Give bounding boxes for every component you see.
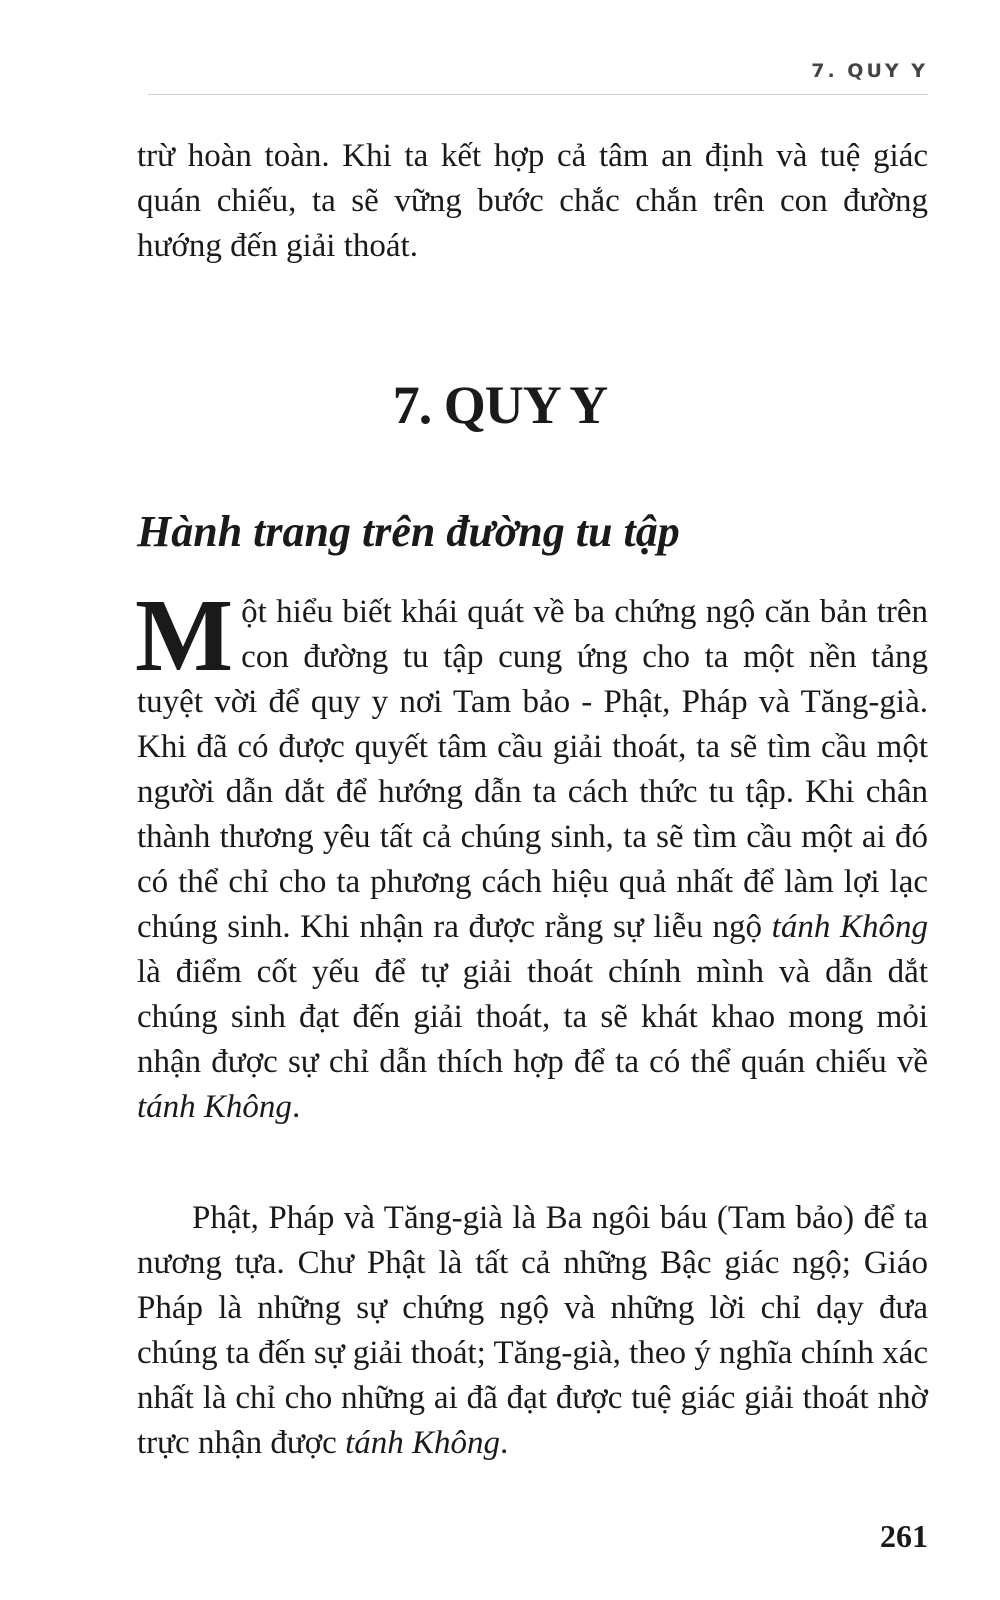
header-rule: [148, 94, 928, 95]
paragraph-text: .: [500, 1425, 509, 1461]
italic-term: tánh Không: [771, 909, 928, 945]
chapter-title: 7. QUY Y: [392, 375, 608, 435]
paragraph-text: .: [291, 1089, 301, 1125]
body-paragraph-1: [135, 578, 928, 1130]
running-head: 7. QUY Y: [811, 60, 928, 82]
paragraph-text: ột hiểu biết khái quát về ba chứng ngộ căn bản trên con đường tu tập cung ứng cho ta một nền tảng tuyệt vời để quy y nơi Tam bảo - Phật, Pháp và Tăng-già. Khi đã có được quyết tâm cầu giải thoát, ta sẽ tìm cầu một người dẫn dắt để hướng dẫn ta cách thức tu tập. Khi chân thành thương yêu tất cả chúng sinh, ta sẽ tìm cầu một ai đó có thể chỉ cho ta phương cách hiệu quả nhất để làm lợi lạc chúng sinh. Khi nhận ra được rằng sự liễu ngộ: [137, 594, 928, 945]
body-paragraph-2: [137, 1196, 928, 1466]
paragraph-text: là điểm cốt yếu để tự giải thoát chính mình và dẫn dắt chúng sinh đạt đến giải thoát, ta sẽ khát khao mong mỏi nhận được sự chỉ dẫn thích hợp để ta có thể quán chiếu về: [137, 954, 928, 1080]
section-title: Hành trang trên đường tu tập: [137, 507, 680, 556]
italic-term: tánh Không: [137, 1089, 292, 1125]
italic-term: tánh Không: [345, 1425, 501, 1461]
paragraph-text: Phật, Pháp và Tăng-già là Ba ngôi báu (Tam bảo) để ta nương tựa. Chư Phật là tất cả những Bậc giác ngộ; Giáo Pháp là những sự chứng ngộ và những lời chỉ dạy đưa chúng ta đến sự giải thoát; Tăng-già, theo ý nghĩa chính xác nhất là chỉ cho những ai đã đạt được tuệ giác giải thoát nhờ trực nhận được: [137, 1200, 928, 1461]
drop-cap: M: [135, 578, 234, 693]
page-number: 261: [880, 1518, 928, 1554]
continued-paragraph: trừ hoàn toàn. Khi ta kết hợp cả tâm an định và tuệ giác quán chiếu, ta sẽ vững bước chắc chắn trên con đường hướng đến giải thoát.: [137, 138, 928, 264]
